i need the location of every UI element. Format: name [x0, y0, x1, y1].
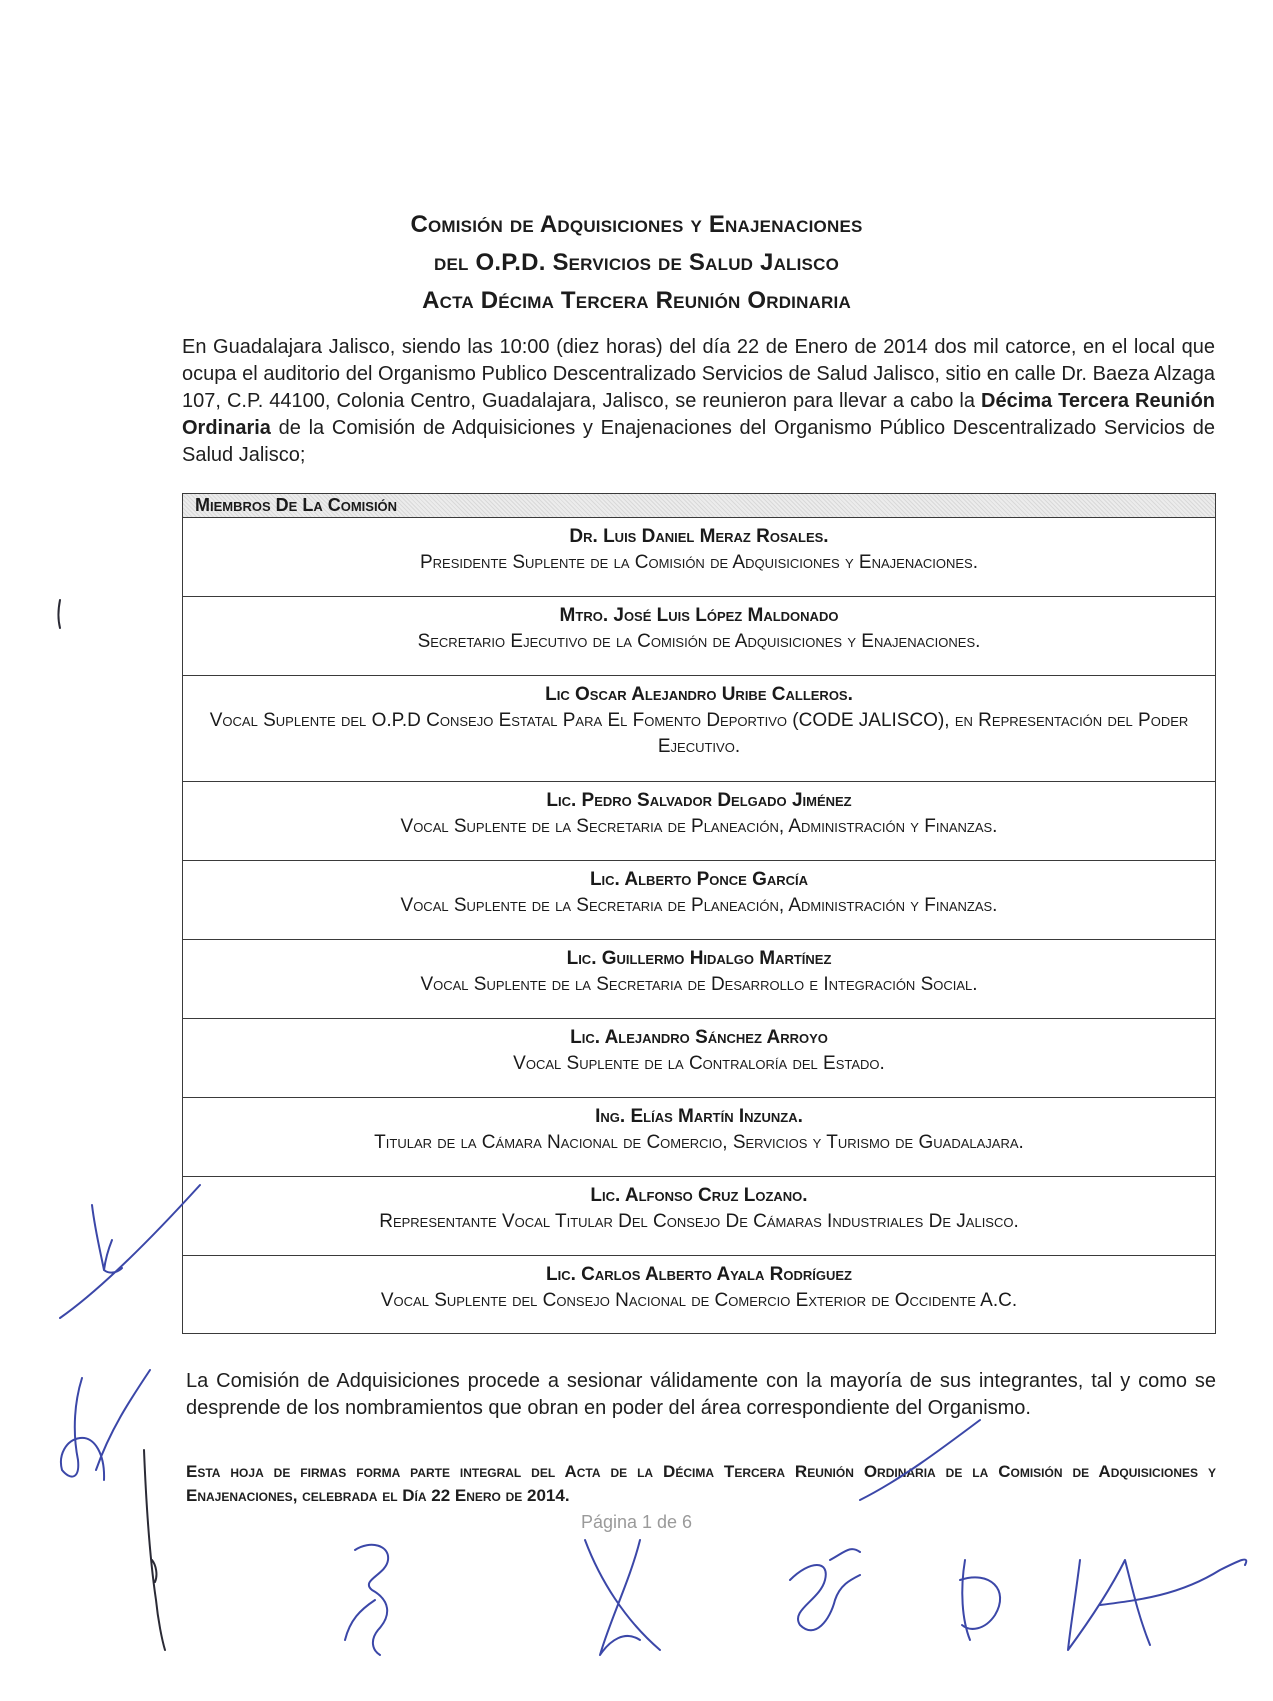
member-role: Representante Vocal Titular Del Consejo De Cámaras Industriales De Jalisco.: [379, 1211, 1019, 1232]
members-table: [182, 493, 1216, 1334]
member-name: Lic. Alberto Ponce García: [589, 869, 809, 890]
bottom-signature-5: [1068, 1560, 1246, 1650]
intro-text-2: de la Comisión de Adquisiciones y Enajenaciones del Organismo Público Descentralizado Servicios de Salud Jalisco;: [182, 417, 1215, 466]
members-table-header: Miembros De La Comisión: [183, 494, 1215, 518]
member-role: Vocal Suplente del Consejo Nacional de Comercio Exterior de Occidente A.C.: [380, 1290, 1018, 1311]
member-row: [183, 1098, 1215, 1177]
bottom-signature-1: [345, 1545, 388, 1655]
closing-paragraph: La Comisión de Adquisiciones procede a sesionar válidamente con la mayoría de sus integrantes, tal y como se desprende de los nombramientos que obran en poder del área correspondiente del Organismo.: [186, 1370, 1216, 1419]
member-name: Lic. Alfonso Cruz Lozano.: [590, 1185, 808, 1206]
member-row: [183, 1177, 1215, 1256]
margin-signature-1: [60, 1185, 200, 1318]
signature-sheet-note: Esta hoja de firmas forma parte integral del Acta de la Décima Tercera Reunión Ordinaria de la Comisión de Adquisiciones y Enajenaciones, celebrada el Día 22 Enero de 2014.: [186, 1462, 1216, 1505]
bottom-signature-4: [960, 1560, 1000, 1640]
bottom-signature-2: [585, 1540, 660, 1655]
margin-tick: [59, 600, 61, 628]
member-row: [183, 940, 1215, 1019]
member-role: Presidente Suplente de la Comisión de Adquisiciones y Enajenaciones.: [419, 552, 978, 573]
member-role: Titular de la Cámara Nacional de Comercio, Servicios y Turismo de Guadalajara.: [374, 1132, 1024, 1153]
member-role: Vocal Suplente de la Secretaria de Planeación, Administración y Finanzas.: [400, 816, 998, 837]
member-role: Vocal Suplente del O.P.D Consejo Estatal Para El Fomento Deportivo (CODE JALISCO), en Representación del Poder Ejecutivo.: [209, 710, 1189, 757]
member-row: [183, 1019, 1215, 1098]
member-row: [183, 782, 1215, 861]
member-name: Mtro. José Luis López Maldonado: [559, 605, 839, 626]
member-name: Ing. Elías Martín Inzunza.: [595, 1106, 803, 1127]
member-name: Dr. Luis Daniel Meraz Rosales.: [569, 526, 829, 547]
title-line-3: Acta Décima Tercera Reunión Ordinaria: [422, 287, 851, 314]
member-role: Vocal Suplente de la Secretaria de Desarrollo e Integración Social.: [420, 974, 978, 995]
member-name: Lic. Pedro Salvador Delgado Jiménez: [546, 790, 852, 811]
page-number: Página 1 de 6: [580, 1512, 693, 1532]
title-line-1: Comisión de Adquisiciones y Enajenaciones: [410, 211, 863, 238]
member-name: Lic Oscar Alejandro Uribe Calleros.: [545, 684, 853, 705]
margin-signature-3: [144, 1450, 165, 1650]
intro-text-1: En Guadalajara Jalisco, siendo las 10:00 (diez horas) del día 22 de Enero de 2014 dos mil catorce, en el local que ocupa el auditorio del Organismo Publico Descentralizado Servicios de Salud Jalisco, sitio en calle Dr. Baeza Alzaga 107, C.P. 44100, Colonia Centro, Guadalajara, Jalisco, se reunieron para llevar a cabo la: [182, 336, 1215, 412]
member-name: Lic. Guillermo Hidalgo Martínez: [566, 948, 832, 969]
member-name: Lic. Alejandro Sánchez Arroyo: [570, 1027, 828, 1048]
member-row: [183, 518, 1215, 597]
member-row: [183, 1256, 1215, 1333]
member-name: Lic. Carlos Alberto Ayala Rodríguez: [546, 1264, 852, 1285]
margin-signature-2: [61, 1370, 150, 1480]
document-title: [0, 206, 1273, 320]
member-row: [183, 676, 1215, 782]
member-row: [183, 597, 1215, 676]
member-role: Vocal Suplente de la Contraloría del Estado.: [513, 1053, 885, 1074]
member-row: [183, 861, 1215, 940]
intro-paragraph: [182, 334, 1215, 469]
title-line-2: del O.P.D. Servicios de Salud Jalisco: [433, 249, 839, 276]
member-role: Secretario Ejecutivo de la Comisión de Adquisiciones y Enajenaciones.: [417, 631, 981, 652]
intro-bold-text: Décima Tercera Reunión Ordinaria: [182, 390, 1215, 439]
member-role: Vocal Suplente de la Secretaria de Planeación, Administración y Finanzas.: [400, 895, 998, 916]
